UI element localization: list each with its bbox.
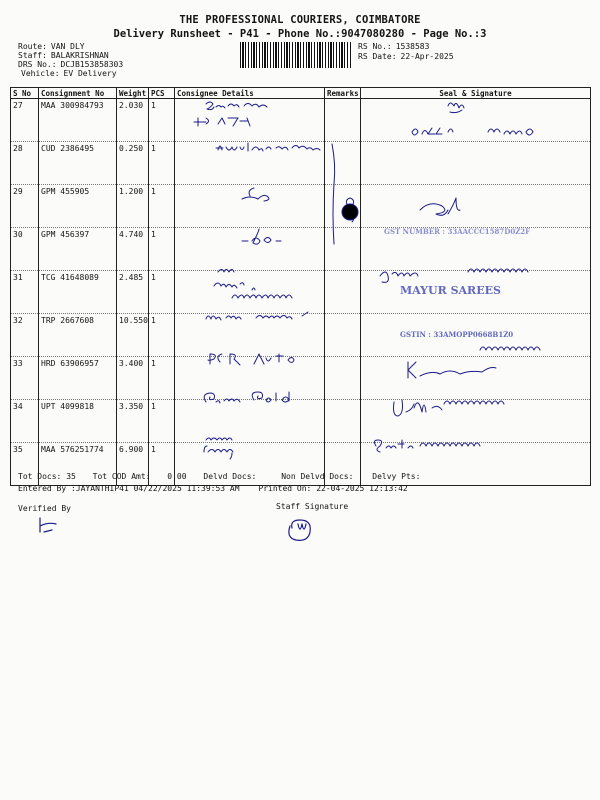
weight-cell: 10.550 [117, 314, 149, 357]
consignment-number-cell: TRP 2667608 [39, 314, 117, 357]
consignee-details-cell [175, 400, 325, 443]
table-row [11, 99, 591, 142]
tot-cod-label: Tot COD Amt: [92, 472, 151, 481]
rs-date-line [358, 52, 454, 61]
seal-signature-cell [361, 314, 591, 357]
seal-signature-cell [361, 99, 591, 142]
seal-signature-cell [361, 271, 591, 314]
meta-left [18, 42, 123, 78]
stamp-gst-row30: GST NUMBER : 33AACCC1587D0Z2F [384, 227, 531, 236]
document-title: THE PROFESSIONAL COURIERS, COIMBATORE [179, 14, 421, 26]
serial-number-cell: 34 [11, 400, 39, 443]
weight-cell: 2.030 [117, 99, 149, 142]
table-row [11, 271, 591, 314]
document-subtitle: Delivery Runsheet - P41 - Phone No.:9047080280 - Page No.:3 [113, 28, 487, 40]
staff-signature-mark [289, 520, 310, 540]
verified-by-signature [40, 518, 56, 532]
seal-signature-cell [361, 185, 591, 228]
pcs-cell: 1 [149, 142, 175, 185]
col-header-consignee: Consignee Details [175, 88, 325, 99]
remarks-cell [325, 271, 361, 314]
col-header-consignment: Consignment No [39, 88, 117, 99]
route-value: VAN DLY [50, 42, 85, 51]
consignment-number-cell: UPT 4099818 [39, 400, 117, 443]
verified-by-label: Verified By [18, 504, 71, 513]
weight-cell: 3.400 [117, 357, 149, 400]
drs-label: DRS No.: [18, 60, 57, 69]
route-label: Route: [18, 42, 47, 51]
table-row [11, 400, 591, 443]
rs-no-line [358, 42, 454, 51]
col-header-weight: Weight [117, 88, 149, 99]
pcs-cell: 1 [149, 357, 175, 400]
entered-by-label: Entered By : [18, 484, 76, 493]
remarks-cell [325, 314, 361, 357]
remarks-cell [325, 228, 361, 271]
remarks-cell [325, 357, 361, 400]
vehicle-value: EV Delivery [63, 69, 117, 78]
consignment-number-cell: HRD 63906957 [39, 357, 117, 400]
drs-line [18, 60, 123, 69]
printed-on-value: 22-04-2025 12:13:42 [316, 484, 408, 493]
col-header-sno: S No [11, 88, 39, 99]
runsheet-table [10, 87, 591, 486]
delvy-pts-label: Delvy Pts: [372, 472, 421, 481]
weight-cell: 2.485 [117, 271, 149, 314]
consignment-number-cell: GPM 455905 [39, 185, 117, 228]
route-line [18, 42, 123, 51]
staff-value: BALAKRISHNAN [50, 51, 109, 60]
pcs-cell: 1 [149, 400, 175, 443]
remarks-cell [325, 142, 361, 185]
serial-number-cell: 31 [11, 271, 39, 314]
table-row [11, 142, 591, 185]
table-row [11, 228, 591, 271]
pcs-cell: 1 [149, 314, 175, 357]
serial-number-cell: 32 [11, 314, 39, 357]
remarks-cell [325, 185, 361, 228]
seal-signature-cell [361, 228, 591, 271]
weight-cell: 6.900 [117, 443, 149, 486]
serial-number-cell: 29 [11, 185, 39, 228]
drs-value: DCJB153858303 [60, 60, 124, 69]
seal-signature-cell [361, 357, 591, 400]
serial-number-cell: 30 [11, 228, 39, 271]
tot-docs-label: Tot Docs: [18, 472, 62, 481]
consignment-number-cell: CUD 2386495 [39, 142, 117, 185]
vehicle-line [21, 69, 123, 78]
rs-date-value: 22-Apr-2025 [400, 52, 454, 61]
pcs-cell: 1 [149, 271, 175, 314]
tot-cod-value: 0.00 [167, 472, 187, 481]
staff-signature-label: Staff Signature [276, 502, 349, 511]
table-header-row [11, 88, 591, 99]
table-row [11, 185, 591, 228]
rs-no-value: 1538583 [395, 42, 430, 51]
entered-by-value: JAYANTHIP41 04/22/2025 11:39:53 AM [75, 484, 240, 493]
serial-number-cell: 33 [11, 357, 39, 400]
consignment-number-cell: MAA 576251774 [39, 443, 117, 486]
pcs-cell: 1 [149, 228, 175, 271]
footer-totals [18, 472, 420, 481]
remarks-cell [325, 400, 361, 443]
col-header-remarks: Remarks [325, 88, 361, 99]
printed-on-label: Printed On: [258, 484, 312, 493]
consignee-details-cell [175, 185, 325, 228]
weight-cell: 1.200 [117, 185, 149, 228]
vehicle-label: Vehicle: [21, 69, 60, 78]
stamp-name: MAYUR SAREES [400, 284, 501, 297]
weight-cell: 3.350 [117, 400, 149, 443]
consignee-details-cell [175, 357, 325, 400]
consignment-number-cell: TCG 41648089 [39, 271, 117, 314]
serial-number-cell: 35 [11, 443, 39, 486]
weight-cell: 0.250 [117, 142, 149, 185]
weight-cell: 4.740 [117, 228, 149, 271]
consignee-details-cell [175, 142, 325, 185]
serial-number-cell: 27 [11, 99, 39, 142]
seal-signature-cell [361, 400, 591, 443]
rs-no-label: RS No.: [358, 42, 392, 51]
consignee-details-cell [175, 314, 325, 357]
meta-right [358, 42, 454, 61]
col-header-seal: Seal & Signature [361, 88, 591, 99]
serial-number-cell: 28 [11, 142, 39, 185]
barcode [240, 42, 352, 68]
staff-label: Staff: [18, 51, 47, 60]
consignee-details-cell [175, 271, 325, 314]
staff-line [18, 51, 123, 60]
consignment-number-cell: MAA 300984793 [39, 99, 117, 142]
pcs-cell: 1 [149, 99, 175, 142]
pcs-cell: 1 [149, 185, 175, 228]
footer-signature-layer [40, 518, 310, 540]
consignment-number-cell: GPM 456397 [39, 228, 117, 271]
footer-entered-printed [18, 484, 408, 493]
consignee-details-cell [175, 228, 325, 271]
remarks-cell [325, 99, 361, 142]
tot-docs-value: 35 [66, 472, 76, 481]
consignee-details-cell [175, 99, 325, 142]
col-header-pcs: PCS [149, 88, 175, 99]
delvd-docs-label: Delvd Docs: [203, 472, 257, 481]
table-row [11, 357, 591, 400]
seal-signature-cell [361, 142, 591, 185]
pcs-cell: 1 [149, 443, 175, 486]
table-row [11, 314, 591, 357]
rs-date-label: RS Date: [358, 52, 397, 61]
stamp-gstin: GSTIN : 33AMOPP0668B1Z0 [400, 330, 514, 339]
non-delvd-docs-label: Non Delvd Docs: [281, 472, 354, 481]
